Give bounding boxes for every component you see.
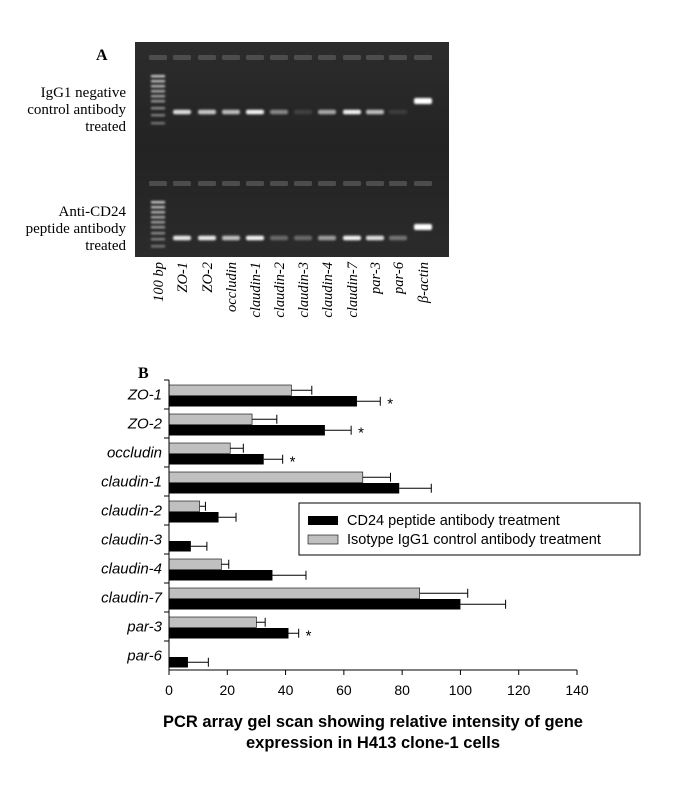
category-label: par-3 bbox=[127, 618, 162, 636]
bar-control bbox=[169, 385, 291, 396]
gel-lane-label: claudin-2 bbox=[272, 262, 288, 318]
legend bbox=[299, 503, 640, 555]
category-label: claudin-7 bbox=[101, 589, 162, 607]
gel-ladder-band bbox=[151, 100, 165, 102]
panel-b-letter: B bbox=[138, 365, 149, 382]
gel-well bbox=[389, 181, 407, 186]
gel-ladder-band bbox=[151, 232, 165, 234]
gel-band bbox=[246, 236, 264, 241]
x-tick-label: 0 bbox=[165, 682, 173, 698]
legend-label-series-2: Isotype IgG1 control antibody treatment bbox=[347, 532, 601, 548]
gel-well bbox=[246, 181, 264, 186]
gel-well bbox=[414, 181, 432, 186]
gel-band bbox=[366, 236, 384, 241]
gel-well bbox=[270, 181, 288, 186]
gel-lane-label: 100 bp bbox=[151, 262, 167, 302]
panel-a-letter: A bbox=[96, 47, 108, 64]
significance-star: * bbox=[305, 627, 312, 645]
bar-control bbox=[169, 414, 252, 425]
gel-lane-label: claudin-1 bbox=[248, 262, 264, 318]
gel-band bbox=[294, 110, 312, 115]
bar-treatment bbox=[169, 599, 460, 610]
bar-treatment bbox=[169, 454, 264, 465]
gel-ladder-band bbox=[151, 201, 165, 203]
gel-band bbox=[343, 236, 361, 241]
gel-background bbox=[135, 42, 449, 257]
gel-lane-label: claudin-4 bbox=[320, 262, 336, 318]
bar-control bbox=[169, 443, 230, 454]
bar-treatment bbox=[169, 396, 357, 407]
legend-label-series-1: CD24 peptide antibody treatment bbox=[347, 513, 560, 529]
gel-band bbox=[389, 110, 407, 115]
gel-well bbox=[294, 181, 312, 186]
gel-band bbox=[198, 110, 216, 115]
gel-band bbox=[173, 236, 191, 241]
gel-lane-label: claudin-7 bbox=[345, 262, 361, 318]
chart-category-labels bbox=[101, 380, 169, 665]
gel-band bbox=[198, 236, 216, 241]
gel-lane-label: claudin-3 bbox=[296, 262, 312, 318]
bar-treatment bbox=[169, 628, 288, 639]
gel-row-top-label-line-1: IgG1 negative bbox=[40, 85, 126, 101]
gel-image bbox=[135, 42, 449, 257]
gel-lane-label: ZO-1 bbox=[175, 262, 191, 293]
bar-treatment bbox=[169, 657, 188, 668]
bar-control bbox=[169, 501, 200, 512]
gel-band bbox=[414, 224, 432, 230]
gel-ladder-band bbox=[151, 221, 165, 223]
gel-well bbox=[270, 55, 288, 60]
x-tick-label: 120 bbox=[507, 682, 531, 698]
bar-treatment bbox=[169, 541, 191, 552]
gel-well bbox=[173, 55, 191, 60]
gel-well bbox=[149, 55, 167, 60]
gel-well bbox=[343, 55, 361, 60]
gel-ladder-band bbox=[151, 90, 165, 92]
gel-band bbox=[270, 110, 288, 115]
legend-swatch-series-1 bbox=[308, 516, 338, 525]
gel-well bbox=[222, 55, 240, 60]
bar-control bbox=[169, 617, 256, 628]
gel-ladder-band bbox=[151, 226, 165, 228]
gel-well bbox=[318, 181, 336, 186]
gel-row-bottom-label-line-2: peptide antibody bbox=[25, 221, 126, 237]
gel-row-top-label bbox=[27, 85, 126, 135]
category-label: claudin-2 bbox=[101, 502, 162, 520]
significance-star: * bbox=[289, 453, 296, 471]
gel-band bbox=[246, 110, 264, 115]
gel-well bbox=[149, 181, 167, 186]
bar-control bbox=[169, 588, 420, 599]
gel-band bbox=[343, 110, 361, 115]
gel-lane-label: par-6 bbox=[391, 262, 407, 294]
gel-lane-labels bbox=[151, 261, 432, 317]
gel-well bbox=[222, 181, 240, 186]
gel-well bbox=[343, 181, 361, 186]
gel-band bbox=[318, 236, 336, 241]
gel-band bbox=[366, 110, 384, 115]
gel-band bbox=[318, 110, 336, 115]
x-axis-title-line-1: PCR array gel scan showing relative intensity of gene bbox=[163, 713, 583, 731]
gel-row-bottom-label bbox=[26, 204, 127, 254]
x-tick-label: 80 bbox=[394, 682, 410, 698]
x-axis-title-line-2: expression in H413 clone-1 cells bbox=[245, 734, 501, 752]
gel-band bbox=[389, 236, 407, 241]
gel-well bbox=[173, 181, 191, 186]
category-label: ZO-1 bbox=[127, 386, 162, 404]
gel-row-top-label-line-3: treated bbox=[85, 119, 126, 135]
bar-treatment bbox=[169, 425, 325, 436]
gel-lane-label: occludin bbox=[224, 262, 240, 312]
category-label: occludin bbox=[106, 444, 162, 462]
significance-star: * bbox=[358, 424, 364, 442]
gel-well bbox=[318, 55, 336, 60]
gel-ladder-band bbox=[151, 75, 165, 77]
gel-band bbox=[222, 110, 240, 115]
bar-control bbox=[169, 559, 221, 570]
bar-treatment bbox=[169, 483, 399, 494]
gel-row-bottom-label-line-1: Anti-CD24 bbox=[58, 204, 126, 220]
gel-well bbox=[366, 181, 384, 186]
gel-ladder-band bbox=[151, 238, 165, 240]
x-tick-label: 20 bbox=[219, 682, 236, 698]
bar-treatment bbox=[169, 512, 219, 523]
x-axis-ticks bbox=[165, 670, 589, 698]
x-tick-label: 100 bbox=[448, 682, 473, 698]
gel-lane-label: β-actin bbox=[416, 262, 432, 304]
gel-band bbox=[173, 110, 191, 115]
gel-ladder-band bbox=[151, 95, 165, 97]
gel-ladder-band bbox=[151, 211, 165, 213]
x-tick-label: 40 bbox=[277, 682, 294, 698]
gel-well bbox=[198, 181, 216, 186]
category-label: ZO-2 bbox=[127, 415, 162, 433]
gel-well bbox=[389, 55, 407, 60]
gel-ladder-band bbox=[151, 85, 165, 87]
gel-ladder-band bbox=[151, 122, 165, 124]
gel-lane-label: ZO-2 bbox=[200, 262, 216, 293]
legend-swatch-series-2 bbox=[308, 535, 338, 544]
gel-ladder-band bbox=[151, 114, 165, 116]
gel-well bbox=[246, 55, 264, 60]
gel-well bbox=[366, 55, 384, 60]
gel-ladder-band bbox=[151, 107, 165, 109]
bar-treatment bbox=[169, 570, 272, 581]
gel-lane-label: par-3 bbox=[368, 262, 384, 294]
category-label: claudin-3 bbox=[101, 531, 162, 549]
gel-row-bottom-label-line-3: treated bbox=[85, 238, 126, 254]
gel-ladder-band bbox=[151, 80, 165, 82]
gel-band bbox=[414, 98, 432, 104]
gel-ladder-band bbox=[151, 216, 165, 218]
category-label: claudin-4 bbox=[101, 560, 162, 578]
x-tick-label: 60 bbox=[336, 682, 352, 698]
gel-row-top-label-line-2: control antibody bbox=[27, 102, 126, 118]
bar-control bbox=[169, 472, 363, 483]
gel-ladder-band bbox=[151, 245, 165, 247]
gel-well bbox=[414, 55, 432, 60]
gel-well bbox=[294, 55, 312, 60]
significance-star: * bbox=[387, 395, 394, 413]
x-tick-label: 140 bbox=[565, 682, 589, 698]
gel-band bbox=[294, 236, 312, 241]
gel-well bbox=[198, 55, 216, 60]
gel-ladder-band bbox=[151, 206, 165, 208]
gel-band bbox=[270, 236, 288, 241]
gel-band bbox=[222, 236, 240, 241]
category-label: claudin-1 bbox=[101, 473, 162, 491]
category-label: par-6 bbox=[127, 647, 162, 665]
